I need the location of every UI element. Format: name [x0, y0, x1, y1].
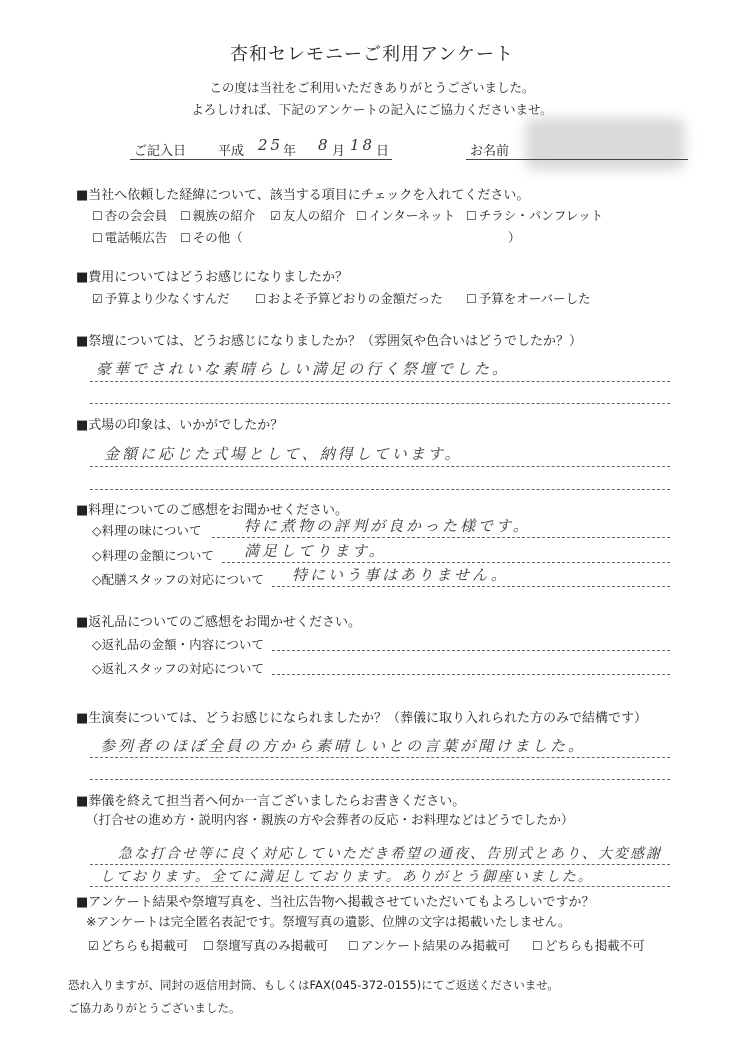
name-underline [466, 159, 688, 160]
date-year[interactable]: 25 [258, 136, 284, 154]
q5-item-taste-label: ◇料理の味について [92, 523, 202, 538]
q2-option-ontarget[interactable]: ☐ およそ予算どおりの金額だった [255, 291, 443, 306]
q8-sub: （打合せの進め方・説明内容・親族の方や会葬者の反応・お料理などはどうでしたか） [86, 812, 574, 827]
q4-answer[interactable]: 金額に応じた式場として、納得しています。 [104, 445, 463, 463]
q9-option-survey-only[interactable]: ☐ アンケート結果のみ掲載可 [348, 938, 511, 953]
date-month[interactable]: 8 [318, 136, 331, 154]
date-label: ご記入日 [134, 144, 187, 159]
answer-line [90, 886, 670, 887]
year-unit: 年 [283, 144, 297, 159]
q3-question: ■祭壇については、どうお感じになりましたか？（雰囲気や色合いはどうでしたか？） [76, 334, 583, 349]
q7-question: ■生演奏については、どうお感じになられましたか？（葬儀に取り入れられた方のみで結構です） [76, 711, 648, 726]
q7-answer[interactable]: 参列者のほぼ全員の方から素晴しいとの言葉が聞けました。 [100, 737, 587, 755]
q1-option-kyo[interactable]: ☐ 杏の会会員 [92, 208, 168, 223]
square-bullet-icon: ■ [76, 895, 89, 910]
q1-option-family[interactable]: ☐ 親族の紹介 [180, 208, 256, 223]
checkbox-icon[interactable]: ☐ [466, 209, 477, 223]
footer-line-1: 恐れ入りますが、同封の返信用封筒、もしくはFAX(045-372-0155)にてご返送くださいませ。 [68, 978, 559, 992]
q4-question: ■式場の印象は、いかがでしたか？ [76, 418, 284, 433]
answer-line [90, 466, 670, 467]
q5-item-staff-answer[interactable]: 特にいう事はありません。 [292, 566, 509, 584]
q1-option-flyer[interactable]: ☐ チラシ・パンフレット [466, 208, 604, 223]
q9-note: ※アンケートは完全匿名表記です。祭壇写真の遺影、位牌の文字は掲載いたしません。 [86, 914, 571, 929]
checkbox-checked-icon[interactable]: ☑ [88, 939, 99, 953]
checkbox-icon[interactable]: ☐ [180, 209, 191, 223]
answer-line [90, 757, 670, 758]
q1-option-phonebook[interactable]: ☐ 電話帳広告 [92, 230, 168, 245]
q9-option-both[interactable]: ☑ どちらも掲載可 [88, 938, 189, 953]
q8-answer-line-1[interactable]: 急な打合せ等に良く対応していただき希望の通夜、告別式とあり、大変感謝 [118, 846, 662, 862]
checkbox-checked-icon[interactable]: ☑ [270, 209, 281, 223]
q8-question: ■葬儀を終えて担当者へ何か一言ございましたらお書きください。 [76, 794, 466, 809]
checkbox-icon[interactable]: ☐ [180, 231, 191, 245]
date-underline [130, 159, 392, 160]
name-redaction [525, 118, 685, 170]
checkbox-icon[interactable]: ☐ [532, 939, 543, 953]
q8-answer-line-2[interactable]: しております。全てに満足しております。ありがとう御座いました。 [100, 869, 594, 885]
checkbox-icon[interactable]: ☐ [92, 209, 103, 223]
q6-item-staff-label: ◇返礼スタッフの対応について [92, 661, 264, 676]
square-bullet-icon: ■ [76, 794, 89, 809]
answer-line [90, 403, 670, 404]
checkbox-icon[interactable]: ☐ [356, 209, 367, 223]
checkbox-checked-icon[interactable]: ☑ [92, 292, 103, 306]
checkbox-icon[interactable]: ☐ [92, 231, 103, 245]
square-bullet-icon: ■ [76, 188, 89, 203]
q5-question: ■料理についてのご感想をお聞かせください。 [76, 503, 349, 518]
month-unit: 月 [332, 144, 346, 159]
q9-question: ■アンケート結果や祭壇写真を、当社広告物へ掲載させていただいてもよろしいですか？ [76, 895, 595, 910]
square-bullet-icon: ■ [76, 711, 89, 726]
day-unit: 日 [376, 144, 390, 159]
answer-line [222, 562, 670, 563]
square-bullet-icon: ■ [76, 503, 89, 518]
date-day[interactable]: 18 [350, 136, 376, 154]
answer-line [212, 537, 670, 538]
q5-item-price-label: ◇料理の金額について [92, 548, 214, 563]
q9-option-neither[interactable]: ☐ どちらも掲載不可 [532, 938, 645, 953]
answer-line [272, 650, 670, 651]
square-bullet-icon: ■ [76, 334, 89, 349]
square-bullet-icon: ■ [76, 418, 89, 433]
square-bullet-icon: ■ [76, 615, 89, 630]
answer-line [90, 381, 670, 382]
q2-question: ■費用についてはどうお感じになりましたか？ [76, 270, 349, 285]
checkbox-icon[interactable]: ☐ [203, 939, 214, 953]
checkbox-icon[interactable]: ☐ [255, 292, 266, 306]
intro-line-2: よろしければ、下記のアンケートの記入にご協力くださいませ。 [191, 102, 553, 117]
q9-option-altar-only[interactable]: ☐ 祭壇写真のみ掲載可 [203, 938, 329, 953]
q2-option-over[interactable]: ☐ 予算をオーバーした [466, 291, 591, 306]
answer-line [272, 674, 670, 675]
page-title: 杏和セレモニーご利用アンケート [230, 44, 514, 65]
q5-item-staff-label: ◇配膳スタッフの対応について [92, 572, 264, 587]
q1-close-paren: ） [508, 230, 521, 245]
q1-option-friend[interactable]: ☑ 友人の紹介 [270, 208, 346, 223]
answer-line [90, 489, 670, 490]
name-label: お名前 [470, 144, 510, 159]
checkbox-icon[interactable]: ☐ [348, 939, 359, 953]
q1-question: ■当社へ依頼した経緯について、該当する項目にチェックを入れてください。 [76, 188, 530, 203]
answer-line [90, 779, 670, 780]
era-label: 平成 [218, 144, 245, 159]
q5-item-taste-answer[interactable]: 特に煮物の評判が良かった様です。 [244, 517, 531, 535]
answer-line [90, 864, 670, 865]
q6-question: ■返礼品についてのご感想をお聞かせください。 [76, 615, 362, 630]
checkbox-icon[interactable]: ☐ [466, 292, 477, 306]
q5-item-price-answer[interactable]: 満足してります。 [244, 542, 387, 560]
q1-option-internet[interactable]: ☐ インターネット [356, 208, 456, 223]
q2-option-under[interactable]: ☑ 予算より少なくすんだ [92, 291, 230, 306]
answer-line [272, 586, 670, 587]
intro-line-1: この度は当社をご利用いただきありがとうございました。 [209, 80, 535, 95]
footer-line-2: ご協力ありがとうございました。 [68, 1001, 241, 1015]
q3-answer[interactable]: 豪華でされいな素晴らしい満足の行く祭壇でした。 [96, 360, 511, 378]
square-bullet-icon: ■ [76, 270, 89, 285]
q1-option-other[interactable]: ☐ その他（ [180, 230, 243, 245]
q6-item-gift-label: ◇返礼品の金額・内容について [92, 637, 264, 652]
